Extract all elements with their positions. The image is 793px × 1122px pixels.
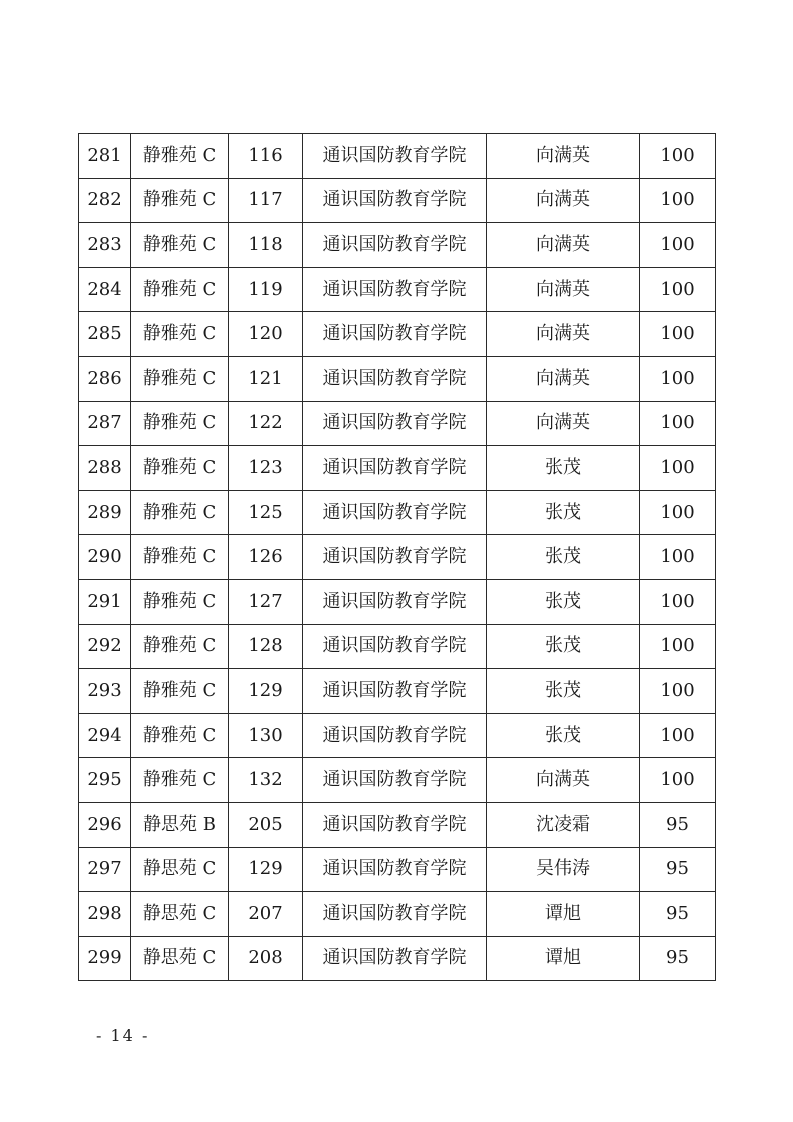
score-cell: 100: [640, 713, 716, 758]
building-cell: 静雅苑 C: [131, 134, 229, 179]
college-cell: 通识国防教育学院: [303, 490, 487, 535]
college-cell: 通识国防教育学院: [303, 134, 487, 179]
person-cell: 张茂: [487, 713, 640, 758]
college-cell: 通识国防教育学院: [303, 758, 487, 803]
table-row: [79, 579, 716, 624]
college-cell: 通识国防教育学院: [303, 936, 487, 981]
room-number-cell: 116: [229, 134, 303, 179]
person-cell: 向满英: [487, 223, 640, 268]
room-number-cell: 207: [229, 892, 303, 937]
room-number-cell: 123: [229, 446, 303, 491]
table-row: [79, 936, 716, 981]
college-cell: 通识国防教育学院: [303, 579, 487, 624]
college-cell: 通识国防教育学院: [303, 713, 487, 758]
score-cell: 100: [640, 579, 716, 624]
person-cell: 沈凌霜: [487, 802, 640, 847]
score-cell: 100: [640, 758, 716, 803]
building-cell: 静雅苑 C: [131, 624, 229, 669]
table-row: [79, 223, 716, 268]
person-cell: 向满英: [487, 134, 640, 179]
room-number-cell: 122: [229, 401, 303, 446]
building-cell: 静雅苑 C: [131, 178, 229, 223]
serial-number-cell: 281: [79, 134, 131, 179]
building-cell: 静思苑 C: [131, 892, 229, 937]
college-cell: 通识国防教育学院: [303, 802, 487, 847]
college-cell: 通识国防教育学院: [303, 847, 487, 892]
score-cell: 100: [640, 490, 716, 535]
serial-number-cell: 296: [79, 802, 131, 847]
person-cell: 向满英: [487, 356, 640, 401]
room-number-cell: 128: [229, 624, 303, 669]
building-cell: 静思苑 C: [131, 936, 229, 981]
score-cell: 95: [640, 936, 716, 981]
room-number-cell: 121: [229, 356, 303, 401]
serial-number-cell: 295: [79, 758, 131, 803]
college-cell: 通识国防教育学院: [303, 535, 487, 580]
college-cell: 通识国防教育学院: [303, 446, 487, 491]
person-cell: 谭旭: [487, 892, 640, 937]
serial-number-cell: 284: [79, 267, 131, 312]
room-number-cell: 118: [229, 223, 303, 268]
room-number-cell: 126: [229, 535, 303, 580]
building-cell: 静雅苑 C: [131, 713, 229, 758]
table-row: [79, 312, 716, 357]
room-number-cell: 117: [229, 178, 303, 223]
serial-number-cell: 292: [79, 624, 131, 669]
serial-number-cell: 290: [79, 535, 131, 580]
table-row: [79, 892, 716, 937]
table-row: [79, 178, 716, 223]
room-number-cell: 129: [229, 847, 303, 892]
table-row: [79, 847, 716, 892]
room-number-cell: 132: [229, 758, 303, 803]
score-cell: 100: [640, 134, 716, 179]
college-cell: 通识国防教育学院: [303, 178, 487, 223]
score-cell: 100: [640, 535, 716, 580]
serial-number-cell: 287: [79, 401, 131, 446]
room-number-cell: 130: [229, 713, 303, 758]
table-row: [79, 535, 716, 580]
college-cell: 通识国防教育学院: [303, 401, 487, 446]
college-cell: 通识国防教育学院: [303, 267, 487, 312]
person-cell: 张茂: [487, 535, 640, 580]
serial-number-cell: 293: [79, 669, 131, 714]
score-cell: 100: [640, 178, 716, 223]
score-cell: 100: [640, 669, 716, 714]
table-row: [79, 758, 716, 803]
score-cell: 100: [640, 312, 716, 357]
records-table-body: [79, 134, 716, 981]
room-number-cell: 119: [229, 267, 303, 312]
serial-number-cell: 299: [79, 936, 131, 981]
serial-number-cell: 294: [79, 713, 131, 758]
table-row: [79, 267, 716, 312]
table-row: [79, 446, 716, 491]
person-cell: 张茂: [487, 446, 640, 491]
college-cell: 通识国防教育学院: [303, 892, 487, 937]
serial-number-cell: 288: [79, 446, 131, 491]
person-cell: 向满英: [487, 178, 640, 223]
records-table: [78, 133, 716, 981]
college-cell: 通识国防教育学院: [303, 312, 487, 357]
room-number-cell: 208: [229, 936, 303, 981]
score-cell: 95: [640, 892, 716, 937]
table-row: [79, 134, 716, 179]
person-cell: 向满英: [487, 401, 640, 446]
score-cell: 100: [640, 267, 716, 312]
person-cell: 吴伟涛: [487, 847, 640, 892]
college-cell: 通识国防教育学院: [303, 669, 487, 714]
person-cell: 张茂: [487, 490, 640, 535]
serial-number-cell: 289: [79, 490, 131, 535]
table-row: [79, 713, 716, 758]
room-number-cell: 205: [229, 802, 303, 847]
serial-number-cell: 298: [79, 892, 131, 937]
serial-number-cell: 283: [79, 223, 131, 268]
serial-number-cell: 291: [79, 579, 131, 624]
building-cell: 静雅苑 C: [131, 490, 229, 535]
score-cell: 100: [640, 223, 716, 268]
person-cell: 谭旭: [487, 936, 640, 981]
serial-number-cell: 282: [79, 178, 131, 223]
score-cell: 100: [640, 446, 716, 491]
building-cell: 静雅苑 C: [131, 579, 229, 624]
building-cell: 静雅苑 C: [131, 669, 229, 714]
page-number: - 14 -: [96, 1026, 150, 1045]
person-cell: 向满英: [487, 267, 640, 312]
table-row: [79, 356, 716, 401]
score-cell: 100: [640, 624, 716, 669]
building-cell: 静雅苑 C: [131, 446, 229, 491]
score-cell: 100: [640, 401, 716, 446]
score-cell: 95: [640, 802, 716, 847]
building-cell: 静雅苑 C: [131, 535, 229, 580]
building-cell: 静雅苑 C: [131, 267, 229, 312]
table-row: [79, 624, 716, 669]
room-number-cell: 125: [229, 490, 303, 535]
building-cell: 静雅苑 C: [131, 758, 229, 803]
person-cell: 张茂: [487, 579, 640, 624]
building-cell: 静雅苑 C: [131, 401, 229, 446]
building-cell: 静雅苑 C: [131, 223, 229, 268]
score-cell: 95: [640, 847, 716, 892]
serial-number-cell: 286: [79, 356, 131, 401]
serial-number-cell: 297: [79, 847, 131, 892]
building-cell: 静雅苑 C: [131, 312, 229, 357]
room-number-cell: 129: [229, 669, 303, 714]
serial-number-cell: 285: [79, 312, 131, 357]
table-row: [79, 669, 716, 714]
room-number-cell: 120: [229, 312, 303, 357]
college-cell: 通识国防教育学院: [303, 624, 487, 669]
room-number-cell: 127: [229, 579, 303, 624]
table-row: [79, 401, 716, 446]
score-cell: 100: [640, 356, 716, 401]
person-cell: 向满英: [487, 312, 640, 357]
college-cell: 通识国防教育学院: [303, 356, 487, 401]
building-cell: 静雅苑 C: [131, 356, 229, 401]
person-cell: 向满英: [487, 758, 640, 803]
table-row: [79, 490, 716, 535]
college-cell: 通识国防教育学院: [303, 223, 487, 268]
person-cell: 张茂: [487, 624, 640, 669]
table-row: [79, 802, 716, 847]
person-cell: 张茂: [487, 669, 640, 714]
building-cell: 静思苑 C: [131, 847, 229, 892]
building-cell: 静思苑 B: [131, 802, 229, 847]
